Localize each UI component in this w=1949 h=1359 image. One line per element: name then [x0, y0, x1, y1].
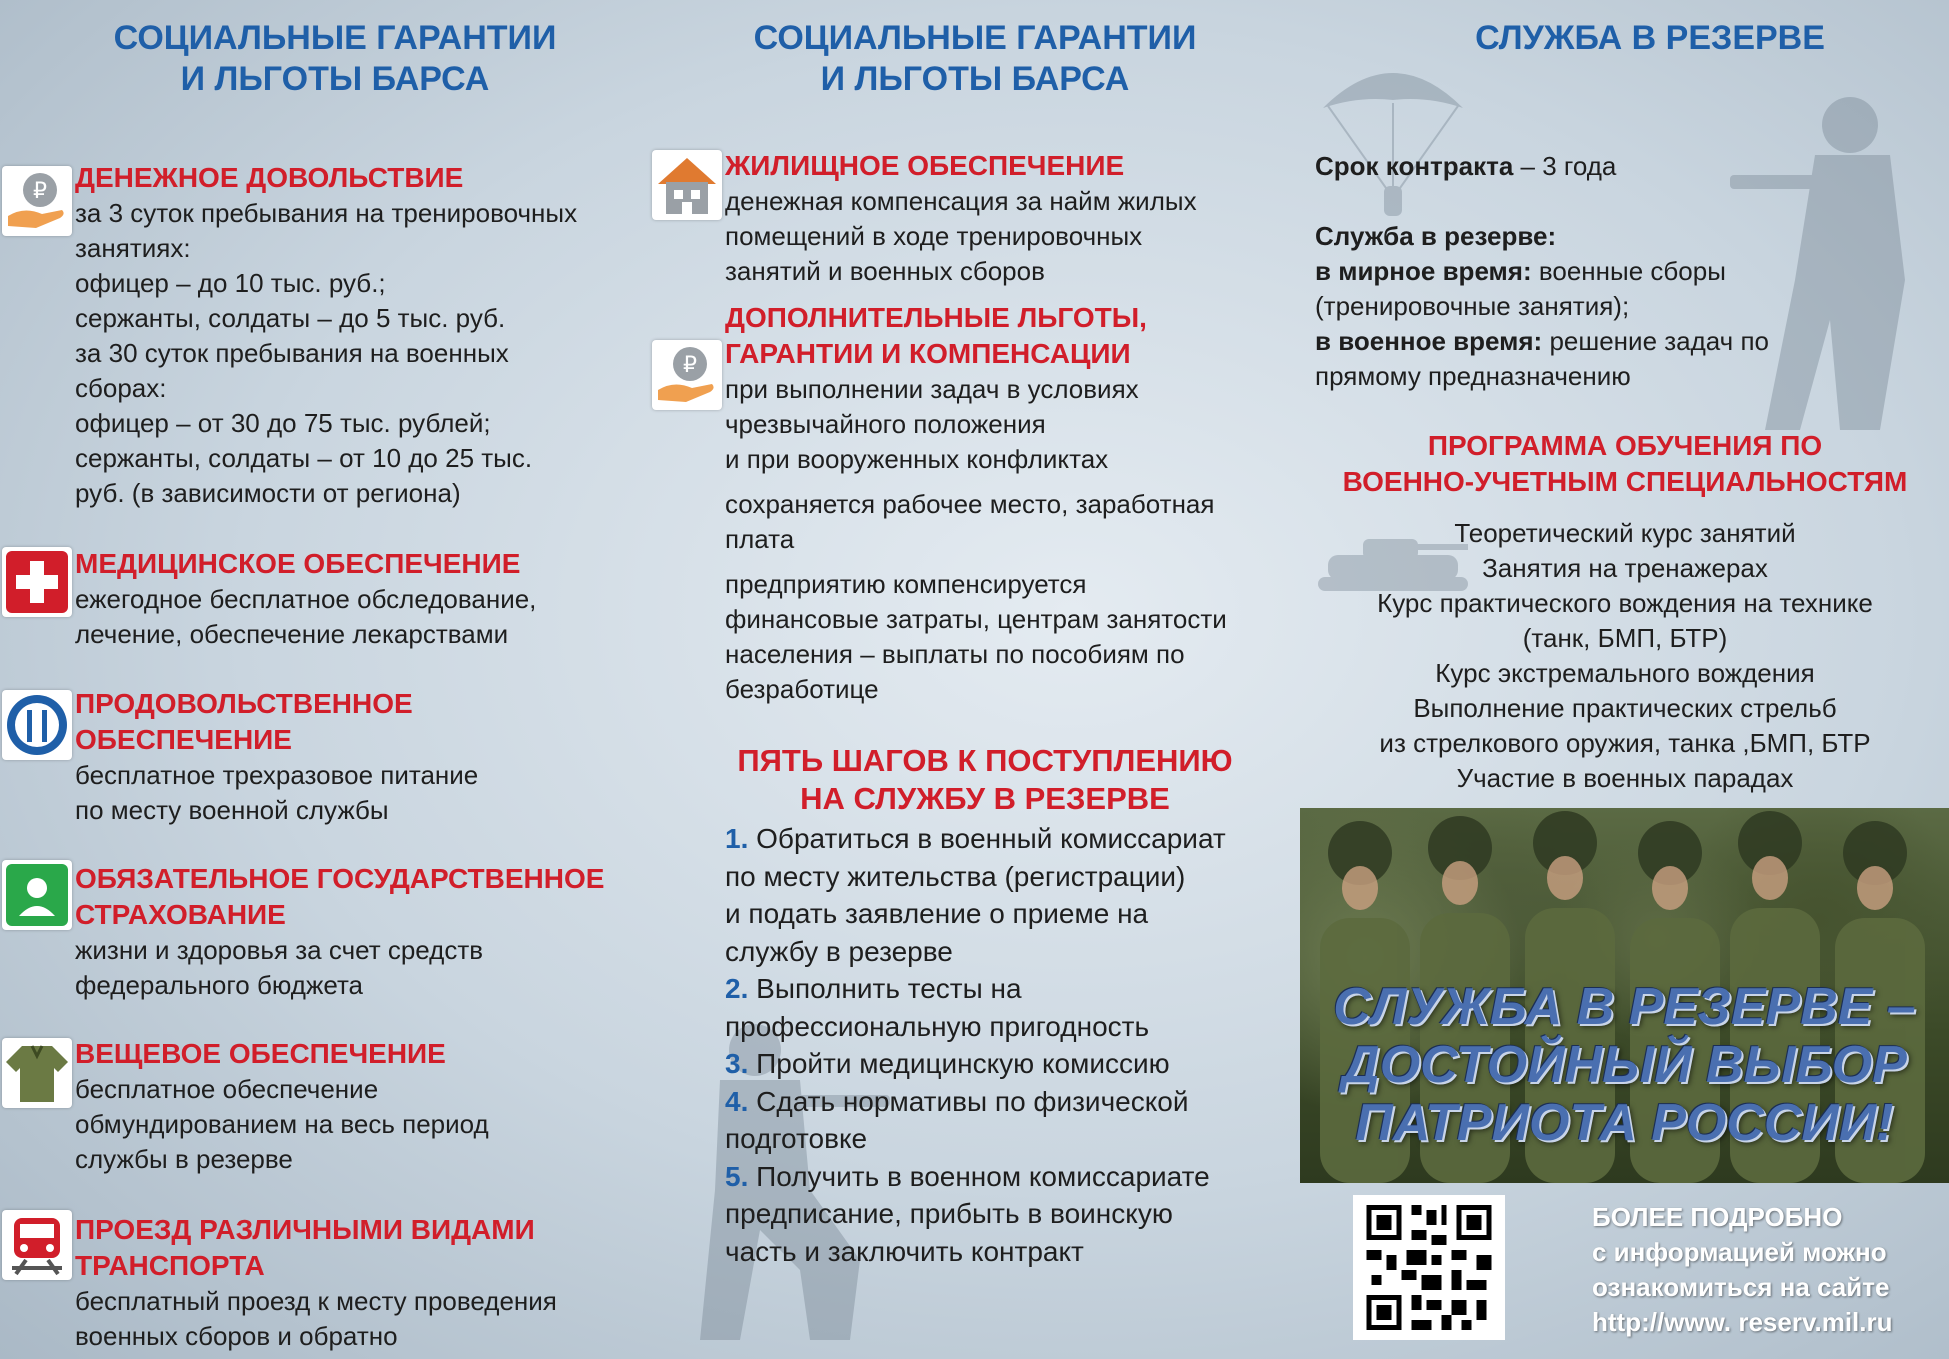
text-line: плата [725, 524, 795, 554]
text-line: помещений в ходе тренировочных [725, 221, 1143, 251]
section-title [75, 1036, 644, 1072]
website-link[interactable]: http://www. reserv.mil.ru [1592, 1307, 1893, 1337]
column-social-guarantees-2 [650, 0, 1300, 1359]
step-number: 1. [725, 823, 749, 854]
step-text: Обратиться в военный комиссариат [756, 823, 1226, 854]
text-line: занятиях: [75, 233, 191, 263]
text-line: сборах: [75, 373, 167, 403]
contract-label: Срок контракта [1315, 151, 1514, 181]
step-line [725, 1083, 1300, 1121]
section-title [75, 861, 644, 933]
text-line: населения – выплаты по пособиям по [725, 639, 1185, 669]
title-line: ДОПОЛНИТЕЛЬНЫЕ ЛЬГОТЫ, [725, 302, 1147, 333]
program-item: Участие в военных парадах [1456, 763, 1794, 793]
step-text: Сдать нормативы по физической [756, 1085, 1189, 1117]
text-line: руб. (в зависимости от региона) [75, 478, 461, 508]
contract-info [1315, 149, 1935, 394]
text-line: военных сборов и обратно [75, 1321, 398, 1351]
text-line: лечение, обеспечение лекарствами [75, 619, 509, 649]
text-line: службы в резерве [75, 1144, 293, 1174]
text-line: бесплатное трехразовое питание [75, 760, 479, 790]
section-text [725, 567, 1294, 707]
title-line: И ЛЬГОТЫ БАРСА [820, 60, 1130, 98]
title-line: ОБЯЗАТЕЛЬНОЕ ГОСУДАРСТВЕННОЕ [75, 863, 605, 894]
step-number: 2. [725, 973, 749, 1004]
title-line: НА СЛУЖБУ В РЕЗЕРВЕ [800, 781, 1170, 816]
title-line: И ЛЬГОТЫ БАРСА [180, 60, 490, 98]
program-list [1315, 516, 1935, 796]
text-line: ежегодное бесплатное обследование, [75, 584, 537, 614]
section-insurance [75, 861, 644, 1003]
title-line: СОЦИАЛЬНЫЕ ГАРАНТИИ [113, 19, 557, 57]
step-text: Получить в военном комиссариате [756, 1160, 1210, 1192]
program-item: из стрелкового оружия, танка ,БМП, БТР [1379, 728, 1871, 758]
column-3-title: СЛУЖБА В РЕЗЕРВЕ [1475, 19, 1825, 57]
text-line: при выполнении задач в условиях [725, 374, 1139, 404]
title-line: МЕДИЦИНСКОЕ ОБЕСПЕЧЕНИЕ [75, 548, 521, 579]
column-2-title [700, 18, 1250, 100]
section-text [725, 487, 1294, 557]
section-text [75, 1284, 644, 1354]
title-line: ПРОГРАММА ОБУЧЕНИЯ ПО [1427, 430, 1823, 461]
section-title [75, 160, 644, 196]
text-line: бесплатное обеспечение [75, 1074, 379, 1104]
service-label: Служба в резерве: [1315, 221, 1557, 251]
section-title [75, 686, 644, 758]
peace-text: (тренировочные занятия); [1315, 291, 1630, 321]
contract-line [1315, 149, 1935, 184]
step-item [725, 970, 1300, 1045]
program-item: (танк, БМП, БТР) [1522, 623, 1728, 653]
section-text [75, 196, 644, 511]
step-line [725, 820, 1300, 858]
more-line: БОЛЕЕ ПОДРОБНО [1592, 1202, 1843, 1232]
soldiers-banner [1300, 808, 1949, 1183]
step-number: 4. [725, 1085, 749, 1117]
text-line: бесплатный проезд к месту проведения [75, 1286, 557, 1316]
section-title [725, 300, 1294, 372]
section-text [725, 372, 1294, 477]
section-title [75, 546, 644, 582]
step-line: службу в резерве [725, 935, 953, 967]
step-item [725, 820, 1300, 970]
insurance-shield-icon [2, 860, 72, 930]
section-clothing [75, 1036, 644, 1177]
step-item [725, 1158, 1300, 1271]
peace-line [1315, 254, 1935, 289]
step-line: по месту жительства (регистрации) [725, 860, 1186, 892]
section-text [75, 933, 644, 1003]
text-line: жизни и здоровья за счет средств [75, 935, 484, 965]
more-info [1592, 1200, 1942, 1340]
text-line: за 3 суток пребывания на тренировочных [75, 198, 578, 228]
program-title [1315, 428, 1935, 500]
title-line: ПЯТЬ ШАГОВ К ПОСТУПЛЕНИЮ [737, 743, 1233, 778]
program-item: Занятия на тренажерах [1482, 553, 1768, 583]
peace-text: военные сборы [1531, 256, 1726, 286]
section-extra-benefits [725, 300, 1294, 707]
contract-value: – 3 года [1513, 151, 1617, 181]
ruble-hand-icon [652, 340, 722, 410]
title-line: ОБЕСПЕЧЕНИЕ [75, 724, 292, 755]
slogan-line: ДОСТОЙНЫЙ ВЫБОР [1342, 1036, 1907, 1094]
steps-title [725, 742, 1245, 818]
war-text: прямому предназначению [1315, 361, 1631, 391]
war-line [1315, 324, 1935, 359]
step-line: подготовке [725, 1123, 868, 1154]
section-text [75, 758, 644, 828]
section-title [75, 1212, 644, 1284]
title-line: ПРОЕЗД РАЗЛИЧНЫМИ ВИДАМИ [75, 1214, 535, 1245]
uniform-icon [2, 1038, 72, 1108]
title-line: ПРОДОВОЛЬСТВЕННОЕ [75, 688, 413, 719]
peace-label: в мирное время: [1315, 256, 1532, 286]
train-icon [2, 1210, 72, 1280]
title-line: СОЦИАЛЬНЫЕ ГАРАНТИИ [753, 19, 1197, 57]
section-money-allowance [75, 160, 644, 511]
text-line: занятий и военных сборов [725, 256, 1045, 286]
svg-text:₽: ₽ [683, 353, 697, 378]
qr-code-icon[interactable] [1353, 1195, 1505, 1340]
title-line: ВЕЩЕВОЕ ОБЕСПЕЧЕНИЕ [75, 1038, 446, 1069]
svg-text:₽: ₽ [33, 179, 47, 204]
step-item [725, 1045, 1300, 1083]
section-title [725, 148, 1294, 184]
slogan-line: ПАТРИОТА РОССИИ! [1355, 1094, 1894, 1152]
slogan-line: СЛУЖБА В РЕЗЕРВЕ – [1333, 978, 1916, 1036]
step-text: Выполнить тесты на [756, 973, 1022, 1004]
spacer [1315, 184, 1935, 219]
step-line [725, 1158, 1300, 1196]
text-line: сохраняется рабочее место, заработная [725, 489, 1215, 519]
more-line: ознакомиться на сайте [1592, 1272, 1890, 1302]
step-number: 5. [725, 1160, 749, 1192]
column-social-guarantees-1 [0, 0, 650, 1359]
war-label: в военное время: [1315, 326, 1543, 356]
war-text: решение задач по [1542, 326, 1769, 356]
program-item: Выполнение практических стрельб [1413, 693, 1837, 723]
text-line: офицер – до 10 тыс. руб.; [75, 268, 386, 298]
step-line: профессиональную пригодность [725, 1010, 1150, 1042]
section-transport [75, 1212, 644, 1354]
section-medical [75, 546, 644, 652]
step-line [725, 970, 1300, 1008]
text-line: обмундированием на весь период [75, 1109, 489, 1139]
program-item: Курс экстремального вождения [1435, 658, 1815, 688]
title-line: ЖИЛИЩНОЕ ОБЕСПЕЧЕНИЕ [725, 150, 1125, 181]
text-line: финансовые затраты, центрам занятости [725, 604, 1227, 634]
text-line: и при вооруженных конфликтах [725, 444, 1109, 474]
title-line: ВОЕННО-УЧЕТНЫМ СПЕЦИАЛЬНОСТЯМ [1342, 466, 1908, 497]
text-line: офицер – от 30 до 75 тыс. рублей; [75, 408, 491, 438]
step-line: часть и заключить контракт [725, 1235, 1084, 1267]
section-housing [725, 148, 1294, 289]
more-line: с информацией можно [1592, 1237, 1887, 1267]
text-line: сержанты, солдаты – до 5 тыс. руб. [75, 303, 506, 333]
text-line: безработице [725, 674, 879, 704]
program-item: Теоретический курс занятий [1454, 518, 1796, 548]
medical-cross-icon [2, 547, 72, 617]
text-line: за 30 суток пребывания на военных [75, 338, 509, 368]
fork-knife-icon [2, 690, 72, 760]
step-text: Пройти медицинскую комиссию [756, 1048, 1170, 1079]
step-item [725, 1083, 1300, 1158]
section-text [725, 184, 1294, 289]
title-line: ДЕНЕЖНОЕ ДОВОЛЬСТВИЕ [75, 162, 464, 193]
program-item: Курс практического вождения на технике [1377, 588, 1873, 618]
text-line: денежная компенсация за найм жилых [725, 186, 1197, 216]
step-line: предписание, прибыть в воинскую [725, 1198, 1173, 1229]
title-line: ГАРАНТИИ И КОМПЕНСАЦИИ [725, 338, 1131, 369]
ruble-hand-icon [2, 166, 72, 236]
section-food [75, 686, 644, 828]
text-line: федерального бюджета [75, 970, 364, 1000]
section-text [75, 1072, 644, 1177]
text-line: чрезвычайного положения [725, 409, 1046, 439]
text-line: сержанты, солдаты – от 10 до 25 тыс. [75, 443, 533, 473]
section-text [75, 582, 644, 652]
column-1-title [75, 18, 595, 100]
step-number: 3. [725, 1048, 749, 1079]
banner-slogan [1300, 978, 1949, 1152]
steps-list [725, 820, 1300, 1270]
text-line: по месту военной службы [75, 795, 389, 825]
title-line: ТРАНСПОРТА [75, 1250, 265, 1281]
step-line: и подать заявление о приеме на [725, 898, 1149, 929]
step-line [725, 1045, 1300, 1083]
text-line: предприятию компенсируется [725, 569, 1087, 599]
house-icon [652, 150, 722, 220]
title-line: СТРАХОВАНИЕ [75, 899, 286, 930]
